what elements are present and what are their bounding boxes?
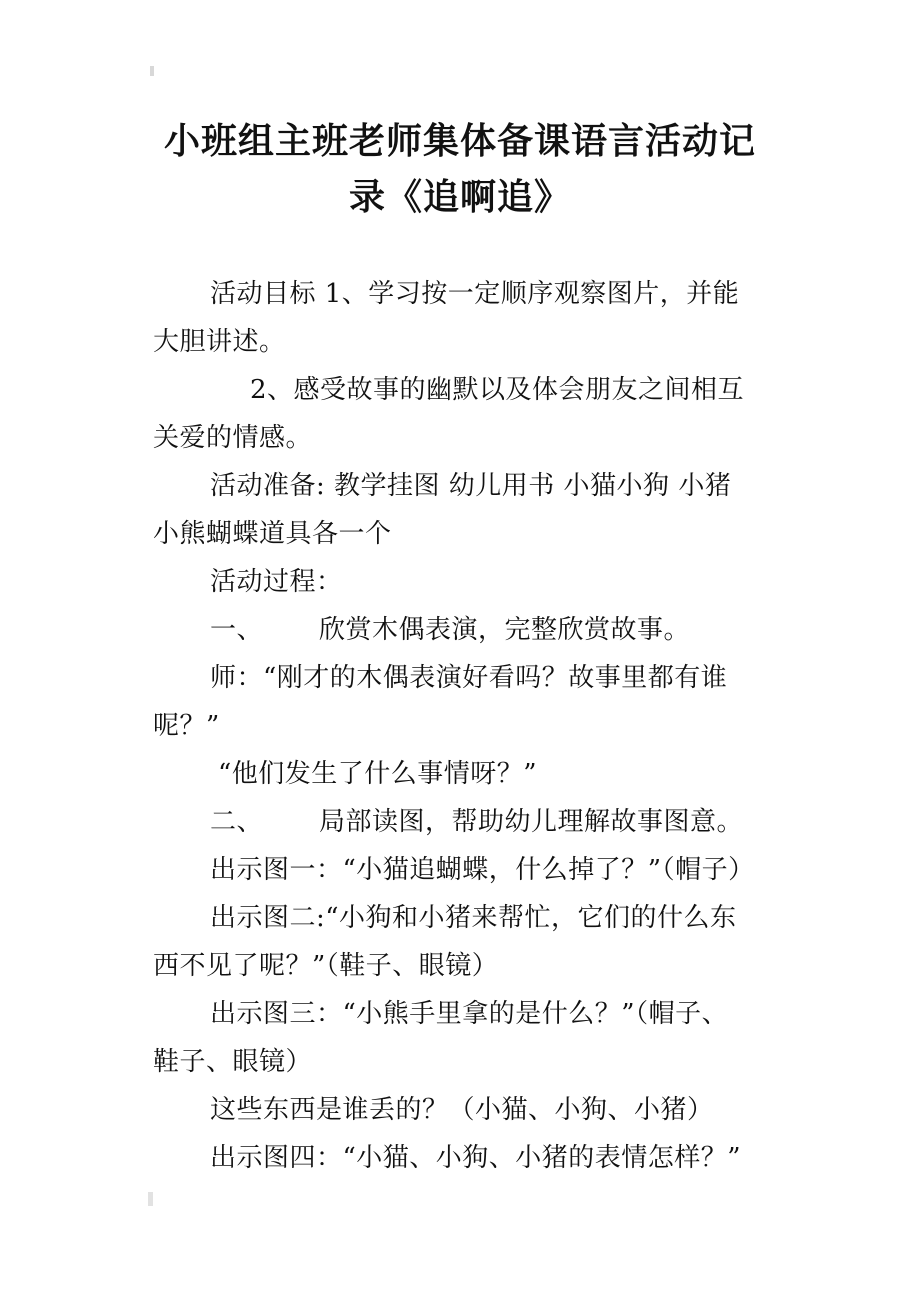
process-heading: 活动过程：	[210, 567, 343, 597]
document-title	[110, 114, 810, 226]
title-line-1: 小班组主班老师集体备课语言活动记	[163, 121, 756, 162]
owner-question-line: 这些东西是谁丢的？（小猫、小狗、小猪）	[210, 1095, 714, 1125]
teacher-question-1: 师：“刚才的木偶表演好看吗？故事里都有谁	[210, 663, 728, 693]
step-one-text: 欣赏木偶表演，完整欣赏故事。	[319, 615, 691, 645]
step-two-number: 二、	[210, 807, 264, 837]
title-line-2: 录《追啊追》	[348, 177, 571, 218]
picture-three-line: 出示图三：“小熊手里拿的是什么？”（帽子、	[210, 999, 729, 1029]
picture-one-line: 出示图一：“小猫追蝴蝶，什么掉了？”（帽子）	[210, 855, 755, 885]
objective-line-2-cont: 关爱的情感。	[153, 423, 313, 453]
teacher-question-2: “他们发生了什么事情呀？”	[218, 759, 538, 789]
picture-two-line-cont: 西不见了呢？”（鞋子、眼镜）	[153, 951, 499, 981]
objective-line-1-cont: 大胆讲述。	[153, 327, 286, 357]
scan-mark	[150, 66, 154, 76]
picture-four-line: 出示图四：“小猫、小狗、小猪的表情怎样？”	[210, 1143, 742, 1173]
objective-line-1: 活动目标 1、学习按一定顺序观察图片，并能	[210, 279, 740, 309]
step-two-text: 局部读图，帮助幼儿理解故事图意。	[319, 807, 744, 837]
picture-three-line-cont: 鞋子、眼镜）	[153, 1047, 313, 1077]
preparation-line: 活动准备: 教学挂图 幼儿用书 小猫小狗 小猪	[210, 471, 732, 501]
step-two	[210, 806, 743, 838]
scan-mark	[148, 1192, 153, 1206]
teacher-question-1-cont: 呢？”	[153, 711, 220, 741]
step-one	[210, 614, 690, 646]
preparation-line-cont: 小熊蝴蝶道具各一个	[153, 519, 392, 549]
objective-line-2: 2、感受故事的幽默以及体会朋友之间相互	[250, 375, 745, 405]
picture-two-line: 出示图二:“小狗和小猪来帮忙，它们的什么东	[210, 903, 737, 933]
step-one-number: 一、	[210, 615, 264, 645]
